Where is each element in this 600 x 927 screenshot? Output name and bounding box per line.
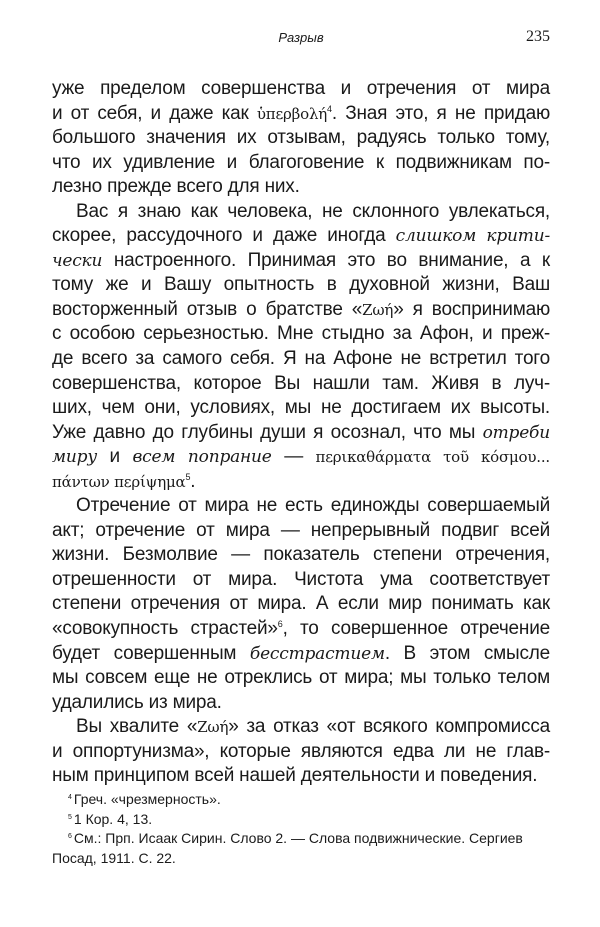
text-line (52, 543, 550, 568)
text-segment: отрешенности от мира. Чистота ума соответствует (52, 568, 550, 590)
text-segment: акт; отречение от мира — непрерывный подвиг всей (52, 519, 550, 541)
text-segment: большого значения их отзывам, радуясь только тому, (52, 127, 550, 149)
text-segment: что их удивление и благоговение к подвижникам по- (52, 151, 550, 173)
text-line (52, 224, 550, 249)
text-segment: Вы хвалите « (76, 716, 198, 738)
text-segment: удалились из мира. (52, 691, 222, 713)
text-segment: и от себя, и даже как (52, 102, 257, 124)
footnote-ref: 6 (277, 619, 283, 630)
text-line (52, 126, 550, 151)
text-segment: с особою серьезностью. Мне стыдно за Афон, и преж- (52, 323, 550, 345)
text-line (52, 519, 550, 544)
text-line (52, 273, 550, 298)
text-segment: степени отречения от мира. А если мир понимать как (52, 593, 550, 615)
text-segment: . (190, 470, 196, 492)
footnote-marker: 5 (68, 813, 72, 821)
text-line (52, 249, 550, 274)
text-segment: мы совсем еще не отреклись от мира; мы только телом (52, 667, 550, 689)
greek-text: ὑπερβολή (256, 104, 328, 123)
text-segment: восторженный отзыв о братстве « (52, 298, 363, 320)
italic-text: отреби (482, 422, 550, 443)
text-segment: «совокупность страстей» (52, 618, 278, 640)
text-segment: скорее, рассудочного и даже иногда (52, 225, 396, 247)
text-line (52, 77, 550, 102)
greek-text: Ζωή (197, 718, 229, 737)
text-line (52, 421, 550, 446)
page-number: 235 (526, 28, 550, 45)
text-line (52, 298, 550, 323)
text-line (52, 347, 550, 372)
greek-text: περικαθάρματα τοῦ κόσμου... (315, 448, 550, 467)
text-segment: » я воспринимаю (393, 298, 550, 320)
text-segment: и оппортунизма», которые являются едва ли не глав- (52, 740, 550, 762)
text-line (52, 666, 550, 691)
footnote-text: 1 Кор. 4, 13. (73, 810, 153, 827)
text-line (52, 151, 550, 176)
text-line (52, 691, 550, 716)
text-segment: Отречение от мира не есть единожды совершаемый (76, 495, 550, 517)
text-segment: уже пределом совершенства и отречения от мира (52, 78, 550, 99)
greek-text: πάντων περίψημα (52, 472, 186, 491)
footnotes (52, 790, 550, 868)
italic-text: миру (52, 447, 97, 468)
text-segment: . В этом смысле (384, 642, 550, 664)
body-text (52, 77, 550, 789)
text-segment: и (97, 446, 133, 468)
footnote-marker: 4 (68, 794, 72, 801)
text-segment: совершенства, которое Вы нашли там. Живя в луч- (52, 372, 550, 394)
text-segment: ших, чем они, условиях, мы не достигаем их высоты. (52, 397, 550, 419)
text-segment: ным принципом всей нашей деятельности и поведения. (52, 765, 538, 787)
text-segment: настроенного. Принимая это во внимание, а к (102, 249, 550, 271)
text-line (52, 617, 550, 642)
footnote-text: Греч. «чрезмерность». (73, 791, 221, 807)
footnote (52, 849, 550, 869)
text-line (52, 445, 550, 470)
text-segment: лезно прежде всего для них. (52, 176, 300, 198)
footnote-text: Посад, 1911. С. 22. (52, 849, 176, 866)
greek-text: Ζωή (362, 300, 394, 319)
italic-text: слишком крити- (395, 226, 550, 247)
footnote (52, 790, 550, 810)
text-line (52, 470, 550, 495)
text-line (52, 568, 550, 593)
running-title: Разрыв (278, 30, 324, 45)
italic-text: всем попрание (132, 447, 272, 468)
text-line (52, 175, 550, 200)
text-segment: де всего за самого себя. Я на Афоне не встретил того (52, 348, 550, 370)
text-segment: . Зная это, я не придаю (331, 102, 550, 124)
text-segment: , то совершенное отречение (282, 618, 550, 640)
footnote (52, 810, 550, 830)
text-segment: тому же и Вашу опытность в духовной жизни, Ваш (52, 274, 550, 296)
text-segment: Уже давно до глубины души я осознал, что мы (52, 421, 483, 443)
text-line (52, 322, 550, 347)
text-line (52, 372, 550, 397)
text-line (52, 642, 550, 667)
italic-text: бесстрастием (249, 643, 385, 664)
page-header (52, 28, 550, 48)
text-segment: будет совершенным (52, 642, 250, 664)
footnote-marker: 6 (68, 833, 72, 840)
text-line (52, 494, 550, 519)
text-line (52, 740, 550, 765)
text-segment: — (271, 446, 316, 468)
footnote-ref: 4 (327, 103, 332, 114)
text-segment: жизни. Безмолвие — показатель степени отречения, (52, 544, 550, 566)
text-line (52, 715, 550, 740)
text-line (52, 764, 550, 789)
footnote (52, 829, 550, 849)
text-segment: Вас я знаю как человека, не склонного увлекаться, (76, 200, 550, 222)
footnote-text: См.: Прп. Исаак Сирин. Слово 2. — Слова подвижнические. Сергиев (73, 830, 523, 846)
footnote-ref: 5 (185, 471, 191, 482)
text-segment: » за отказ «от всякого компромисса (228, 716, 550, 738)
italic-text: чески (52, 250, 103, 271)
text-line (52, 592, 550, 617)
text-line (52, 102, 550, 127)
text-line (52, 200, 550, 225)
text-line (52, 396, 550, 421)
